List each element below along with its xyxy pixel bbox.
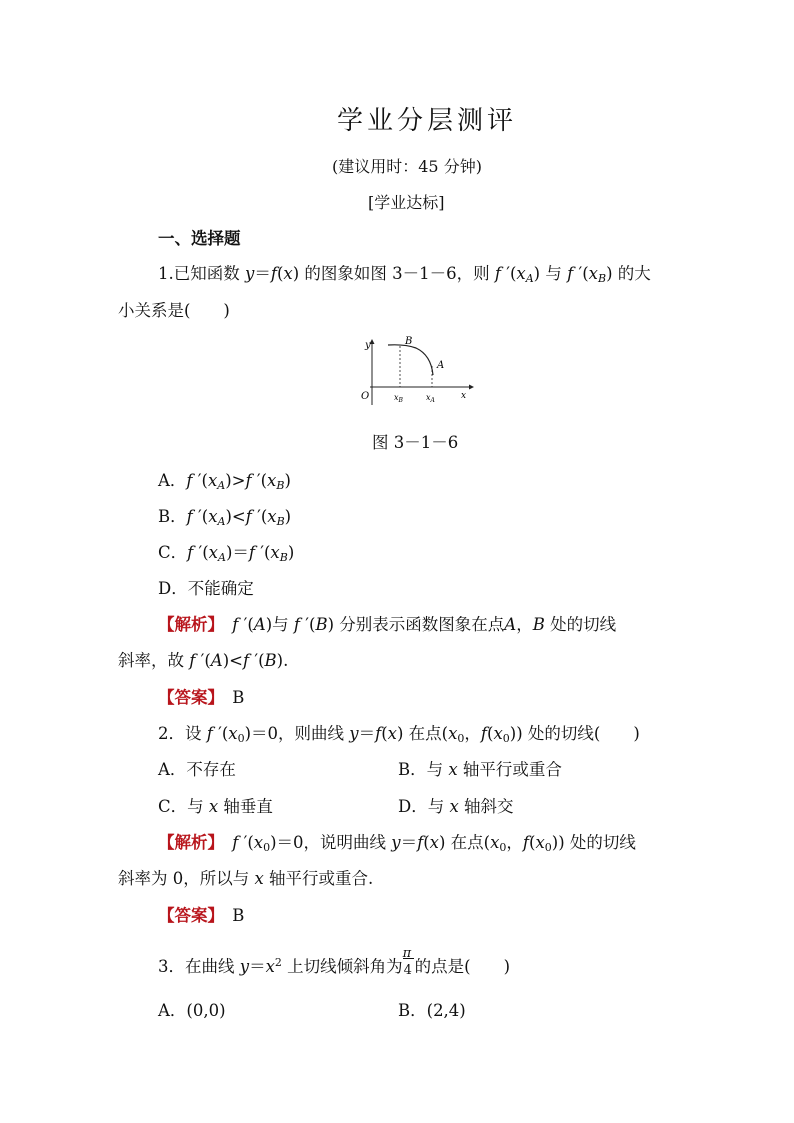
- q1-option-c: C．f $'(x_A)=f$ $'(x_B)$: [158, 543, 295, 564]
- q1-option-d: D．不能确定: [158, 579, 254, 598]
- x-axis-arrow: [469, 385, 474, 390]
- q2-option-c: C．与 x 轴垂直: [158, 797, 273, 816]
- pi-over-4-fraction: $\frac{\pi}{4}$: [402, 945, 412, 978]
- q2-analysis-line1: 【解析】 f $'(x_0)=0$，说明曲线 y＝f(x) 在点($x_0$，$f(x_0)$) 处的切线: [158, 833, 636, 854]
- q1-analysis-line2: 斜率，故 f ′(A)<f ′(B).: [118, 651, 289, 670]
- point-a-label: A: [437, 360, 445, 371]
- q2-analysis-line2: 斜率为 0，所以与 x 轴平行或重合.: [118, 869, 374, 888]
- q1-stem-line2: 小关系是( ): [118, 301, 230, 320]
- q1-figure-caption: 图 3－1－6: [372, 433, 459, 452]
- q2-answer: 【答案】 B: [158, 906, 245, 925]
- q1-analysis-line1: 【解析】 f ′(A)与 f ′(B) 分别表示函数图象在点A，B 处的切线: [158, 615, 617, 634]
- q2-option-d: D．与 x 轴斜交: [398, 797, 514, 816]
- time-hint: (建议用时：45 分钟): [332, 157, 482, 176]
- q1-figure: [355, 335, 480, 410]
- analysis-tag: 【解析】: [158, 833, 216, 852]
- q1-option-a: A．f $'(x_A)>f$ $'(x_B)$: [158, 471, 291, 492]
- x-axis-label: x: [461, 391, 467, 401]
- y-axis-label: y: [365, 340, 371, 351]
- q3-stem: 3．在曲线 $y=x^2$ 上切线倾斜角为 $\frac{\pi}{4}$ 的点是( ): [158, 945, 511, 978]
- point-b-label: B: [405, 336, 413, 347]
- section-heading: 一、选择题: [158, 229, 241, 248]
- level-label: [学业达标]: [368, 193, 445, 212]
- analysis-tag: 【解析】: [158, 615, 216, 634]
- q2-option-a: A．不存在: [158, 760, 236, 779]
- origin-label: O: [361, 391, 370, 402]
- answer-tag: 【答案】: [158, 906, 216, 925]
- answer-tag: 【答案】: [158, 688, 216, 707]
- q3-option-a: A．(0,0): [158, 1001, 226, 1020]
- q2-stem: 2．设 f $'(x_0)=0$，则曲线 y＝f(x) 在点($x_0$，$f(x_0)$) 处的切线( ): [158, 724, 640, 745]
- q1-option-b: B．f $'(x_A)<f$ $'(x_B)$: [158, 507, 292, 528]
- function-curve: [388, 345, 433, 375]
- q1-stem-line1: 1.已知函数 y＝f(x) 的图象如图 3－1－6，则 f $'(x_A)$ 与 f $'(x_B)$ 的大: [158, 264, 651, 285]
- page-title: 学业分层测评: [337, 106, 518, 136]
- q1-answer: 【答案】 B: [158, 688, 245, 707]
- q2-option-b: B．与 x 轴平行或重合: [398, 760, 562, 779]
- tick-label-xa: $x_A$: [426, 393, 435, 404]
- q3-option-b: B．(2,4): [398, 1001, 466, 1020]
- tick-label-xb: $x_B$: [394, 393, 403, 404]
